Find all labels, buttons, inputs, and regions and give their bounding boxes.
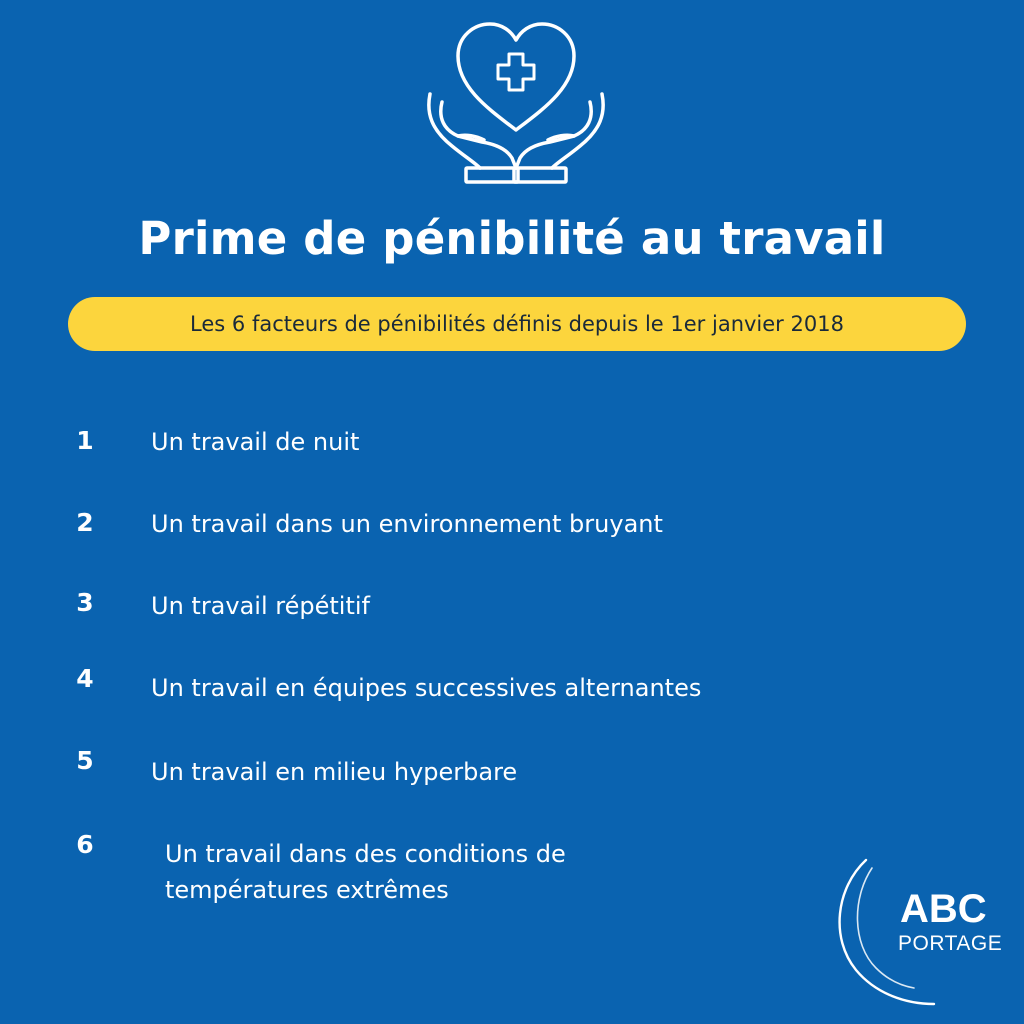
list-item-line: températures extrêmes (165, 876, 449, 904)
logo-brand: ABC (900, 887, 987, 931)
subtitle-text: Les 6 facteurs de pénibilités définis depuis le 1er janvier 2018 (190, 312, 844, 336)
list-item: Un travail répétitif (151, 592, 370, 620)
list-item: Un travail en équipes successives alternantes (151, 674, 702, 702)
factor-number: 1 (76, 426, 94, 455)
list-item: Un travail en milieu hyperbare (151, 758, 518, 786)
subtitle-banner (68, 297, 966, 351)
logo-subtitle: PORTAGE (898, 932, 1003, 955)
factor-number: 4 (76, 664, 94, 693)
factor-number: 5 (76, 746, 94, 775)
factor-number: 3 (76, 588, 94, 617)
list-item: Un travail dans un environnement bruyant (151, 510, 663, 538)
list-item-line: Un travail dans des conditions de (165, 840, 566, 868)
list-item: Un travail de nuit (151, 428, 360, 456)
page-title: Prime de pénibilité au travail (138, 212, 886, 265)
list-item (165, 836, 566, 908)
heart-hands-medical-icon (418, 18, 614, 188)
factor-number: 6 (76, 830, 94, 859)
abc-portage-logo (826, 858, 1006, 1008)
factor-number: 2 (76, 508, 94, 537)
